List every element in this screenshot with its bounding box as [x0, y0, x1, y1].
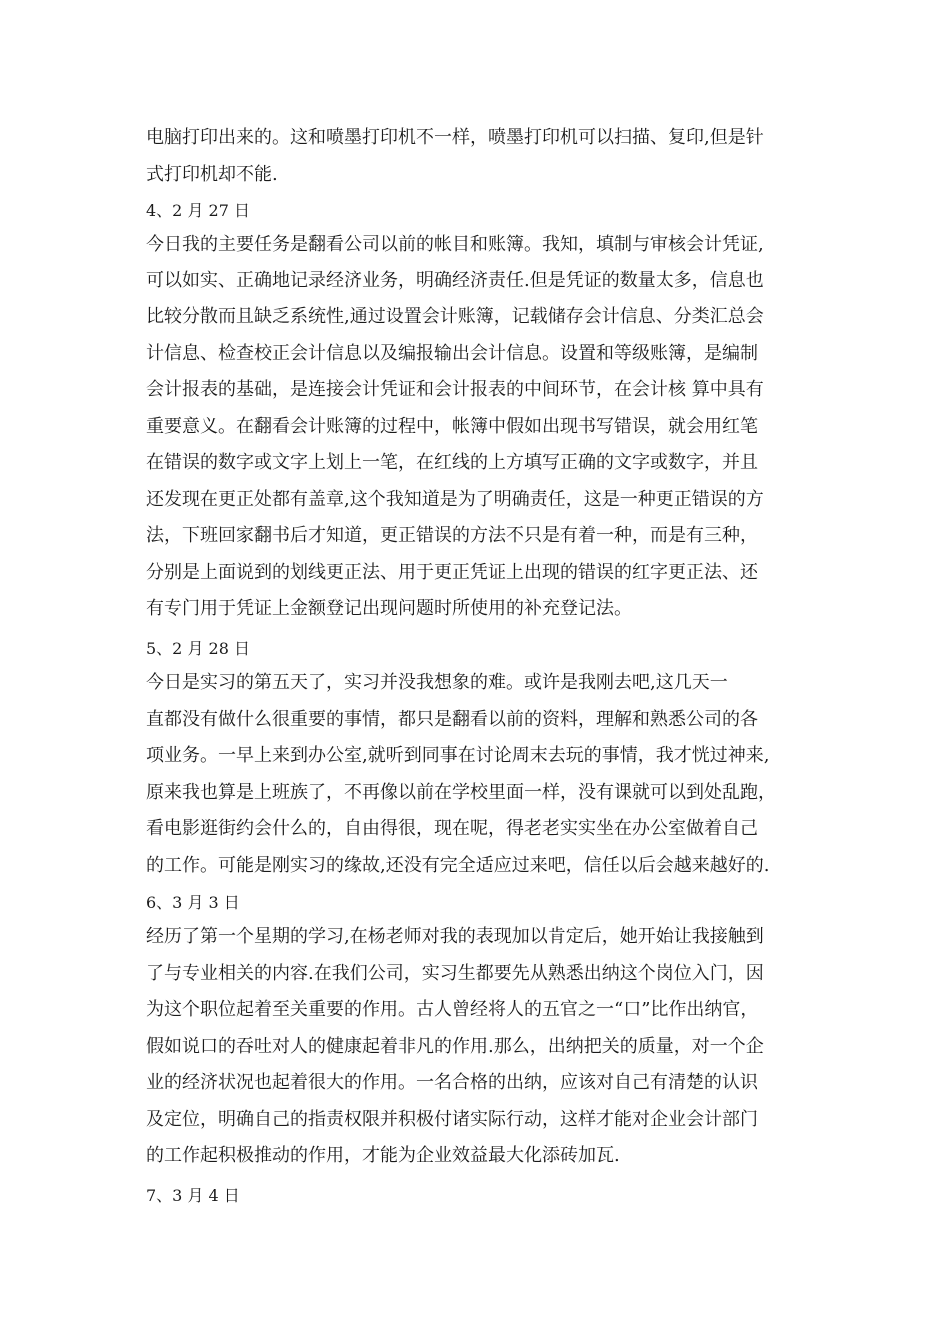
text-line: 假如说口的吞吐对人的健康起着非凡的作用.那么，出纳把关的质量，对一个企 — [146, 1036, 764, 1057]
text-line: 计信息、检查校正会计信息以及编报输出会计信息。设置和等级账簿，是编制 — [146, 343, 758, 364]
text-line: 今日是实习的第五天了，实习并没我想象的难。或许是我刚去吧,这几天一 — [146, 672, 728, 693]
text-line: 分别是上面说到的划线更正法、用于更正凭证上出现的错误的红字更正法、还 — [146, 562, 758, 583]
text-line: 电脑打印出来的。这和喷墨打印机不一样，喷墨打印机可以扫描、复印,但是针 — [146, 127, 764, 148]
text-line: 为这个职位起着至关重要的作用。古人曾经将人的五官之一“口”比作出纳官， — [146, 999, 759, 1020]
text-line: 法，下班回家翻书后才知道，更正错误的方法不只是有着一种，而是有三种， — [146, 525, 758, 546]
text-line: 的工作起积极推动的作用，才能为企业效益最大化添砖加瓦. — [146, 1145, 620, 1166]
text-line: 看电影逛街约会什么的，自由得很，现在呢，得老老实实坐在办公室做着自己 — [146, 818, 758, 839]
text-line: 还发现在更正处都有盖章,这个我知道是为了明确责任，这是一种更正错误的方 — [146, 489, 764, 510]
text-line: 今日我的主要任务是翻看公司以前的帐目和账簿。我知，填制与审核会计凭证, — [146, 234, 764, 255]
text-line: 了与专业相关的内容.在我们公司，实习生都要先从熟悉出纳这个岗位入门，因 — [146, 963, 764, 984]
text-line: 直都没有做什么很重要的事情，都只是翻看以前的资料，理解和熟悉公司的各 — [146, 709, 758, 730]
date-heading: 6、3 月 3 日 — [146, 893, 240, 912]
date-heading: 4、2 月 27 日 — [146, 201, 250, 220]
text-line: 会计报表的基础，是连接会计凭证和会计报表的中间环节，在会计核 算中具有 — [146, 379, 764, 400]
text-line: 项业务。一早上来到办公室,就听到同事在讨论周末去玩的事情，我才恍过神来, — [146, 745, 770, 766]
text-line: 可以如实、正确地记录经济业务，明确经济责任.但是凭证的数量太多，信息也 — [146, 270, 764, 291]
text-line: 在错误的数字或文字上划上一笔，在红线的上方填写正确的文字或数字，并且 — [146, 452, 758, 473]
date-heading: 5、2 月 28 日 — [146, 639, 250, 658]
text-line: 原来我也算是上班族了，不再像以前在学校里面一样，没有课就可以到处乱跑， — [146, 782, 776, 803]
text-line: 的工作。可能是刚实习的缘故,还没有完全适应过来吧，信任以后会越来越好的. — [146, 855, 770, 876]
text-line: 比较分散而且缺乏系统性,通过设置会计账簿，记载储存会计信息、分类汇总会 — [146, 306, 764, 327]
text-line: 经历了第一个星期的学习,在杨老师对我的表现加以肯定后，她开始让我接触到 — [146, 926, 764, 947]
text-line: 式打印机却不能. — [146, 164, 278, 185]
text-line: 有专门用于凭证上金额登记出现问题时所使用的补充登记法。 — [146, 598, 632, 619]
date-heading: 7、3 月 4 日 — [146, 1186, 240, 1205]
text-line: 及定位，明确自己的指责权限并积极付诸实际行动，这样才能对企业会计部门 — [146, 1109, 758, 1130]
text-line: 重要意义。在翻看会计账簿的过程中，帐簿中假如出现书写错误，就会用红笔 — [146, 416, 758, 437]
text-line: 业的经济状况也起着很大的作用。一名合格的出纳，应该对自己有清楚的认识 — [146, 1072, 758, 1093]
